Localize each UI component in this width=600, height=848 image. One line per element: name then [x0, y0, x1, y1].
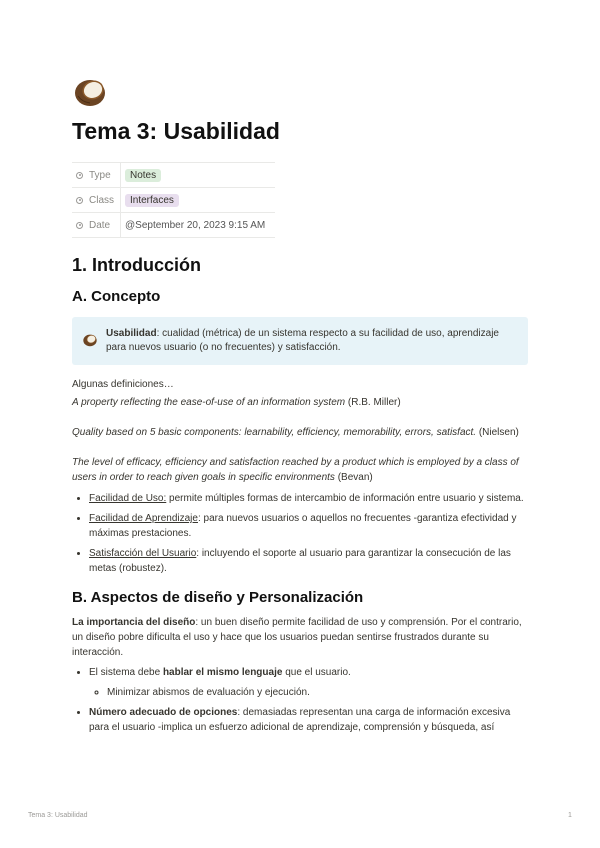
list-item: ◦ Minimizar abismos de evaluación y ejecución. [107, 685, 528, 700]
select-property-icon [76, 197, 83, 204]
definition-bevan: The level of efficacy, efficiency and satisfaction reached by a product which is employed by a class of users in order to reach given goals in specific environments (Bevan) [72, 457, 519, 483]
heading-concepto: A. Concepto [72, 288, 161, 305]
coconut-icon [82, 332, 98, 348]
properties-table [72, 162, 275, 238]
list-item: • Facilidad de Aprendizaje: para nuevos usuarios o aquellos no frecuentes -garantiza efectividad y máximas prestaciones. [89, 511, 528, 541]
property-row-type [72, 163, 275, 188]
property-row-class [72, 188, 275, 213]
property-value-class[interactable] [121, 188, 276, 213]
list-item: • Facilidad de Uso: permite múltiples formas de intercambio de información entre usuario y sistema. [89, 491, 528, 506]
design-sub-bullets [89, 685, 528, 700]
coconut-icon [72, 74, 108, 110]
document-content [72, 74, 528, 735]
property-value-date[interactable]: @September 20, 2023 9:15 AM [121, 213, 276, 238]
design-bullets [72, 665, 528, 735]
property-name-type: Type [72, 163, 121, 188]
clock-icon [76, 222, 83, 229]
footer-title: Tema 3: Usabilidad [28, 812, 88, 819]
select-property-icon [76, 172, 83, 179]
usability-bullets [72, 491, 528, 576]
property-name-class: Class [72, 188, 121, 213]
design-importance-paragraph: La importancia del diseño: un buen diseño permite facilidad de uso y comprensión. Por el contrario, un diseño pobre dificulta el uso y hace que los usuarios puedan sentirse frustrados durante su interacción. [72, 617, 522, 658]
property-name-date: Date [72, 213, 121, 238]
type-tag: Notes [125, 169, 161, 182]
definitions-intro: Algunas definiciones… [72, 379, 174, 390]
callout-text: Usabilidad: cualidad (métrica) de un sistema respecto a su facilidad de uso, aprendizaje para nuevos usuario (o no frecuentes) y satisfacción. [106, 328, 499, 353]
footer-page-number: 1 [568, 812, 572, 819]
list-item: • Número adecuado de opciones: demasiadas representan una carga de información excesiva para el usuario -implica un esfuerzo adicional de aprendizaje, comprensión y búsqueda, así [89, 705, 528, 735]
heading-aspectos-diseno: B. Aspectos de diseño y Personalización [72, 589, 364, 606]
property-value-type[interactable] [121, 163, 276, 188]
heading-introduccion: 1. Introducción [72, 255, 202, 275]
definition-nielsen: Quality based on 5 basic components: learnability, efficiency, memorability, errors, satisfact. (Nielsen) [72, 427, 519, 438]
definition-miller: A property reflecting the ease-of-use of an information system (R.B. Miller) [72, 397, 401, 408]
list-item: • El sistema debe hablar el mismo lenguaje que el usuario. ◦ Minimizar abismos de evaluación y ejecución. [89, 665, 528, 700]
property-row-date [72, 213, 275, 238]
callout-usabilidad [72, 317, 528, 365]
list-item: • Satisfacción del Usuario: incluyendo el soporte al usuario para garantizar la consecución de las metas (robustez). [89, 546, 528, 576]
page-title: Tema 3: Usabilidad [72, 118, 280, 144]
class-tag: Interfaces [125, 194, 179, 207]
